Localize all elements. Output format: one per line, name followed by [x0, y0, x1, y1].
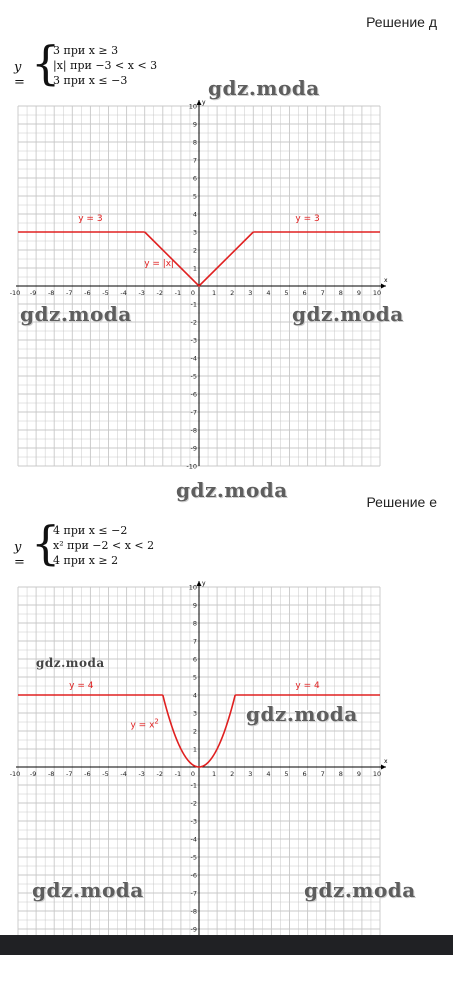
grid: [18, 106, 380, 466]
y-axis-arrow: [197, 100, 202, 105]
y-tick-label: 7: [192, 156, 197, 165]
x-tick-label: -6: [84, 289, 91, 297]
x-tick-label: 0: [190, 289, 196, 297]
curve-label: y = 3: [78, 214, 103, 225]
y-tick-label: -9: [190, 444, 197, 453]
y-tick-label: 3: [192, 228, 197, 237]
x-tick-label: 8: [338, 770, 343, 778]
watermark: gdz.moda: [20, 302, 132, 326]
y-tick-label: 2: [192, 727, 197, 736]
x-tick-label: -7: [66, 289, 73, 297]
y-tick-label: 4: [192, 691, 197, 700]
y-tick-label: -1: [190, 781, 197, 790]
solution-d-heading: Решение д: [366, 14, 437, 30]
formula-lhs: y =: [14, 540, 25, 570]
watermark: gdz.moda: [36, 656, 105, 670]
x-tick-label: 9: [356, 770, 361, 778]
y-tick-label: -2: [190, 318, 197, 327]
x-tick-label: -9: [29, 289, 37, 297]
curve-label: y = |x|: [144, 259, 175, 270]
formula-lhs: y =: [14, 60, 25, 90]
y-tick-label: -5: [190, 372, 197, 381]
y-tick-label: -10: [186, 462, 197, 471]
watermark: gdz.moda: [246, 702, 358, 726]
y-tick-label: -8: [190, 907, 197, 916]
curve-label: y = 3: [295, 214, 320, 225]
y-tick-label: -6: [190, 390, 197, 399]
formula-case: |x| при −3 < x < 3: [53, 59, 158, 72]
bottom-bar: [0, 935, 453, 955]
y-tick-label: -7: [190, 889, 197, 898]
x-tick-label: -2: [156, 770, 164, 778]
y-tick-label: -4: [190, 354, 197, 363]
x-tick-label: 3: [248, 770, 253, 778]
y-tick-label: -1: [190, 300, 197, 309]
y-tick-label: -3: [190, 336, 197, 345]
x-tick-label: -5: [102, 770, 109, 778]
x-tick-label: 10: [372, 770, 382, 778]
x-tick-label: -10: [9, 289, 21, 297]
x-axis-arrow: [381, 284, 386, 289]
x-tick-label: -10: [9, 770, 21, 778]
watermark: gdz.moda: [304, 878, 416, 902]
solution-e-heading: Решение е: [366, 494, 437, 510]
x-tick-label: 5: [284, 770, 289, 778]
x-tick-label: 4: [266, 770, 271, 778]
y-tick-label: -6: [190, 871, 197, 880]
watermark: gdz.moda: [292, 302, 404, 326]
x-tick-label: 0: [190, 770, 196, 778]
x-tick-label: -7: [66, 770, 73, 778]
y-tick-label: 1: [192, 264, 197, 273]
series-line: [163, 695, 235, 767]
watermark: gdz.moda: [208, 76, 320, 100]
y-tick-label: -3: [190, 817, 197, 826]
y-tick-label: 1: [192, 745, 197, 754]
x-tick-label: -2: [156, 289, 164, 297]
curve-label: $y = x^2$: [130, 717, 159, 731]
x-tick-label: -5: [102, 289, 109, 297]
y-tick-label: -7: [190, 408, 197, 417]
y-tick-label: 10: [188, 102, 197, 111]
watermark: gdz.moda: [176, 478, 288, 502]
x-tick-label: 2: [230, 289, 235, 297]
x-tick-label: 7: [320, 770, 325, 778]
y-tick-label: 6: [192, 655, 197, 664]
y-tick-label: -8: [190, 426, 197, 435]
y-tick-label: -5: [190, 853, 197, 862]
x-tick-label: -3: [138, 289, 145, 297]
curve-label: y = 4: [295, 680, 320, 691]
y-tick-label: 8: [192, 138, 197, 147]
curve-label-sup: 2: [154, 717, 159, 726]
y-tick-label: 2: [192, 246, 197, 255]
x-tick-label: 2: [230, 770, 235, 778]
x-tick-label: -8: [47, 770, 55, 778]
formula-case: 3 при x ≤ −3: [53, 74, 128, 87]
y-tick-label: 5: [192, 673, 197, 682]
series-line: [145, 232, 254, 286]
y-tick-label: 6: [192, 174, 197, 183]
curve-label: y = 4: [69, 680, 94, 691]
x-tick-label: 10: [372, 289, 382, 297]
x-tick-label: -4: [120, 289, 127, 297]
x-tick-label: -3: [138, 770, 145, 778]
formula-brace: {: [31, 36, 61, 90]
formula-case: 4 при x ≥ 2: [53, 554, 119, 567]
x-tick-label: -4: [120, 770, 127, 778]
x-tick-label: 8: [338, 289, 343, 297]
x-tick-label: 7: [320, 289, 325, 297]
y-tick-label: -4: [190, 835, 197, 844]
y-tick-label: 7: [192, 637, 197, 646]
x-tick-label: -6: [84, 770, 91, 778]
y-axis-arrow: [197, 581, 202, 586]
y-tick-label: -2: [190, 799, 197, 808]
y-axis-label: y: [202, 580, 206, 587]
x-tick-label: 1: [212, 289, 217, 297]
watermark: gdz.moda: [32, 878, 144, 902]
formula-case: x² при −2 < x < 2: [53, 539, 155, 552]
x-tick-label: 5: [284, 289, 289, 297]
y-tick-label: 4: [192, 210, 197, 219]
x-tick-label: 6: [302, 770, 307, 778]
y-tick-label: -9: [190, 925, 197, 934]
x-tick-label: -1: [174, 770, 182, 778]
x-tick-label: -9: [29, 770, 37, 778]
formula-case: 4 при x ≤ −2: [53, 524, 128, 537]
y-tick-label: 5: [192, 192, 197, 201]
y-tick-label: 8: [192, 619, 197, 628]
y-tick-label: 3: [192, 709, 197, 718]
y-tick-label: 10: [188, 583, 197, 592]
x-tick-label: 6: [302, 289, 307, 297]
x-tick-label: 3: [248, 289, 253, 297]
y-tick-label: 9: [192, 120, 197, 129]
x-tick-label: -8: [47, 289, 55, 297]
x-axis-label: x: [384, 758, 388, 765]
x-axis-arrow: [381, 765, 386, 770]
y-axis-label: y: [202, 99, 206, 106]
x-axis-label: x: [384, 277, 388, 284]
x-tick-label: 4: [266, 289, 271, 297]
x-tick-label: -1: [174, 289, 182, 297]
formula-case: 3 при x ≥ 3: [53, 44, 119, 57]
formula-brace: {: [31, 516, 61, 570]
x-tick-label: 1: [212, 770, 217, 778]
y-tick-label: 9: [192, 601, 197, 610]
x-tick-label: 9: [356, 289, 361, 297]
